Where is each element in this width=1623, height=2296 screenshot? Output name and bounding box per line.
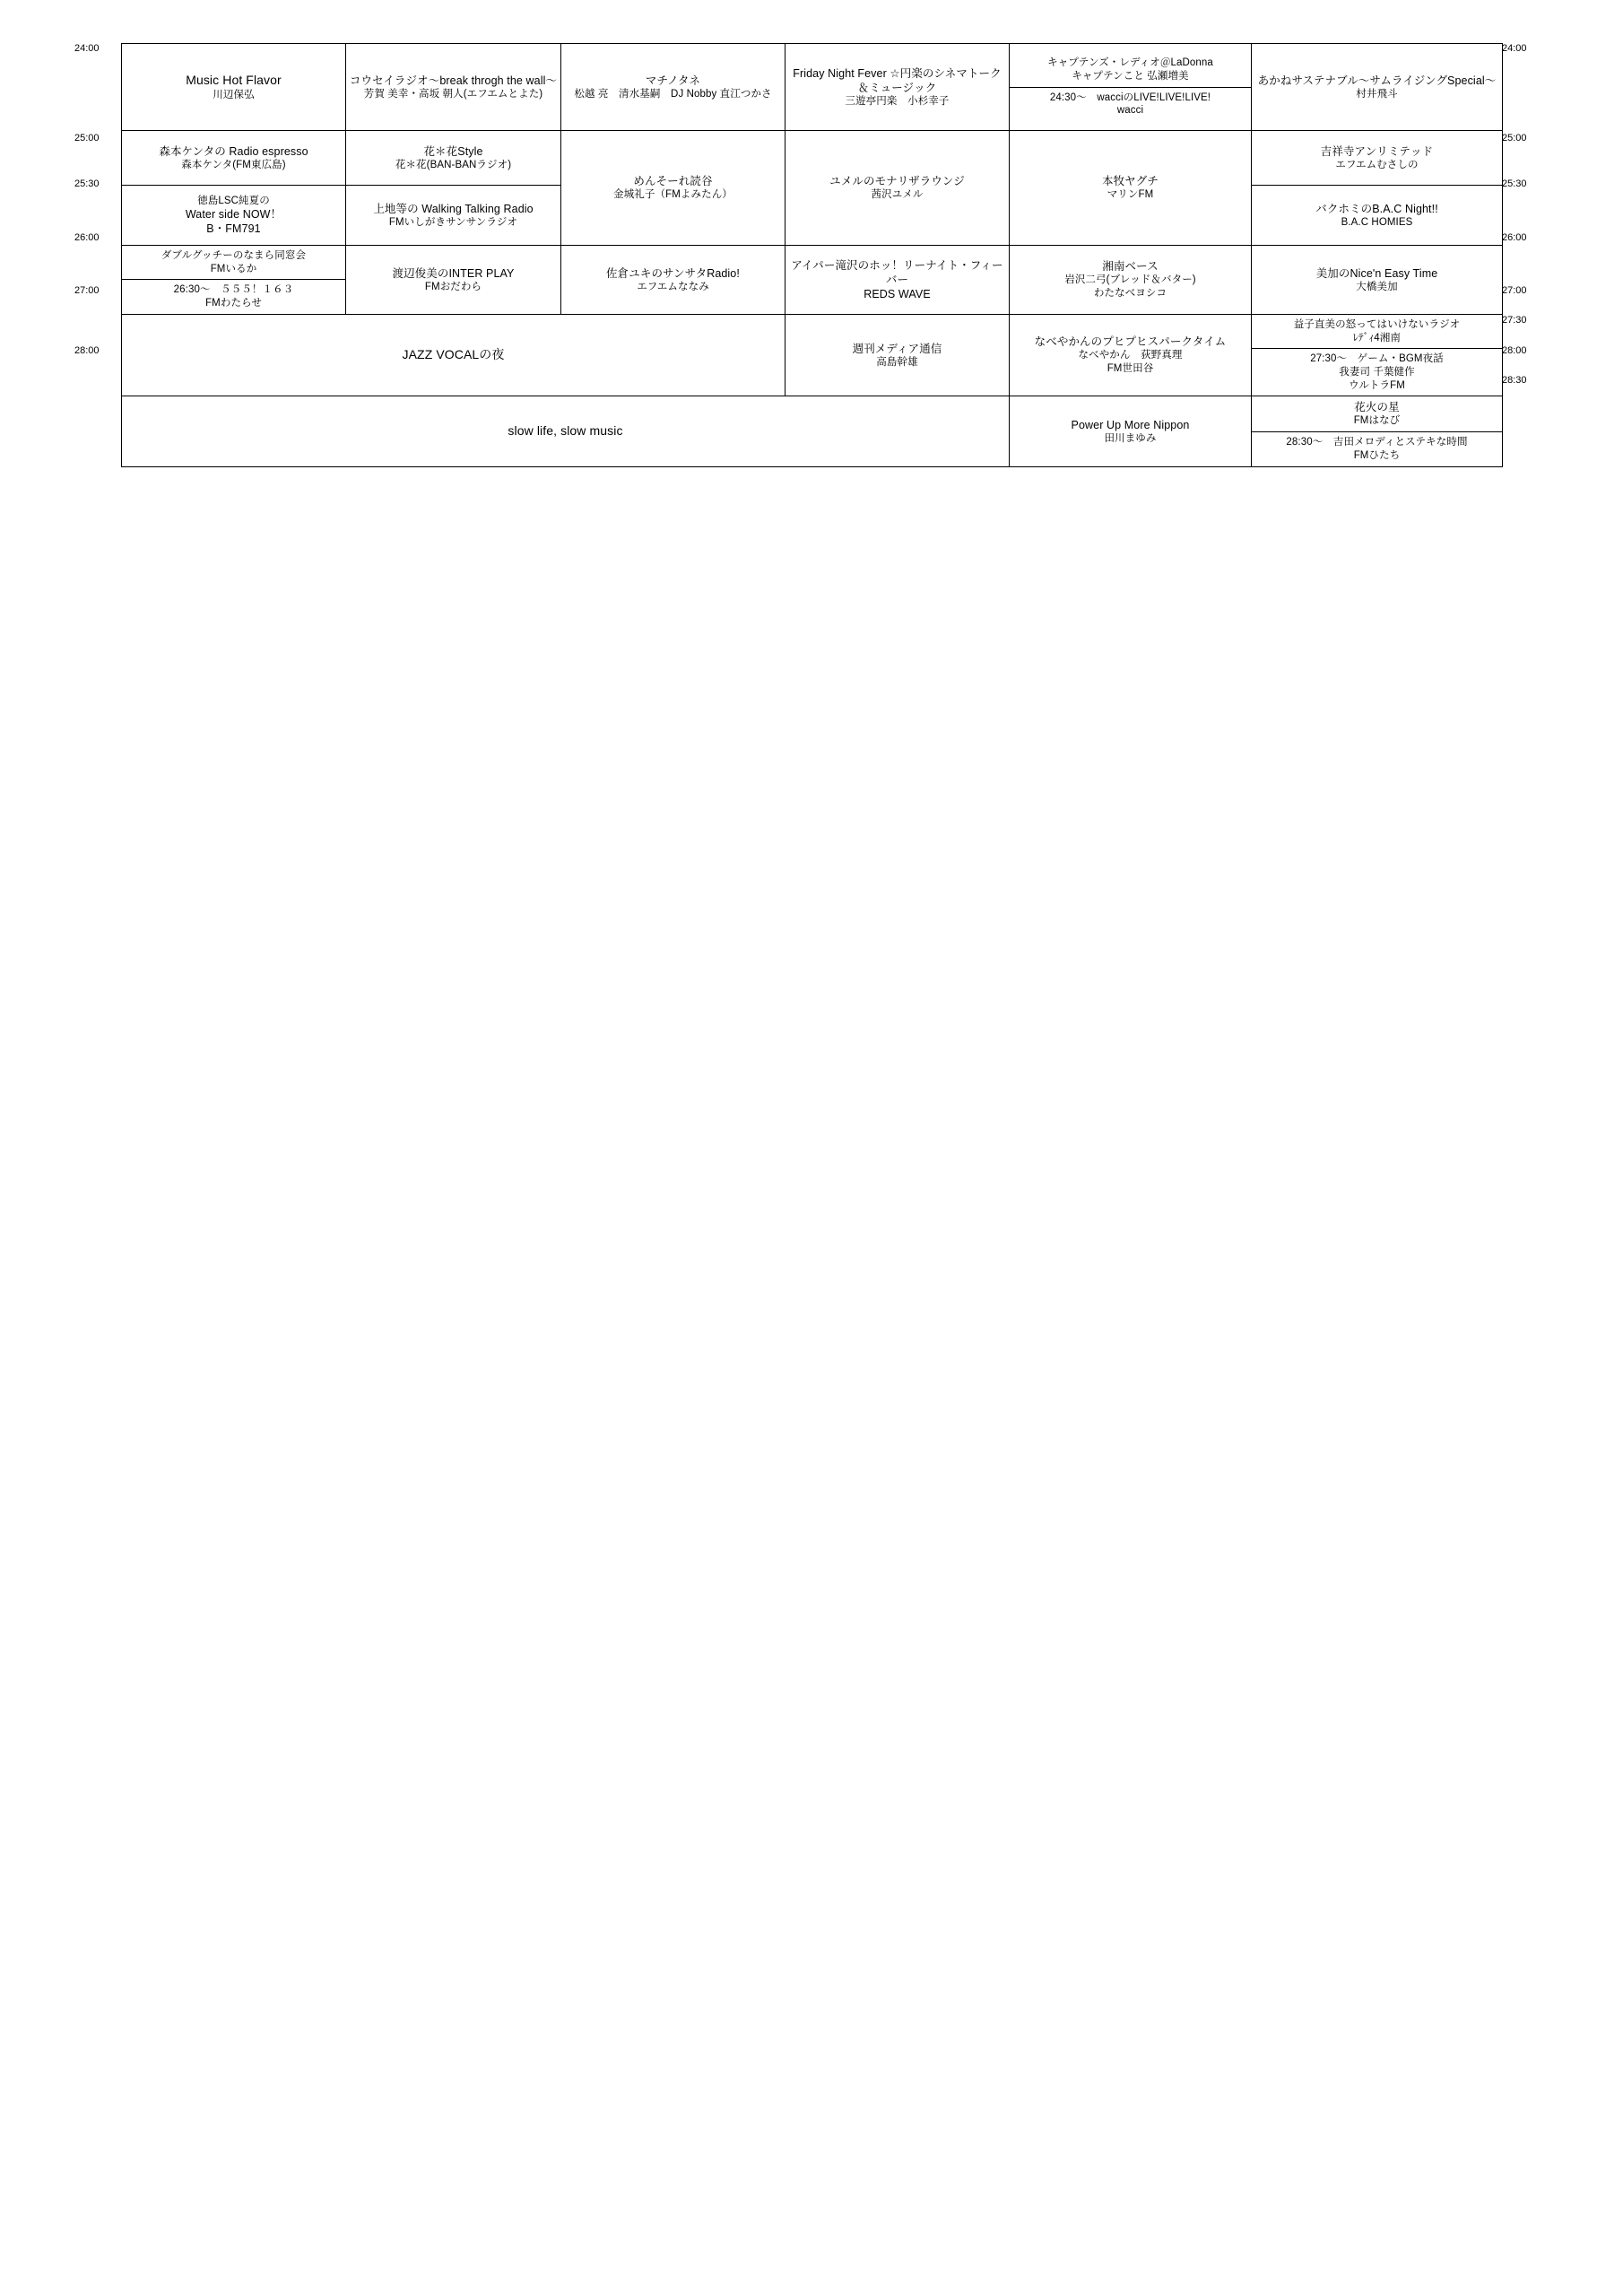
program-personality: エフエムむさしの — [1335, 159, 1419, 170]
program-personality: 村井飛斗 — [1356, 88, 1398, 100]
program-station: B・FM791 — [206, 222, 261, 236]
program-station: FMひたち — [1353, 449, 1401, 461]
program-personality: キャプテンこと 弘瀬増美 — [1072, 70, 1189, 82]
program-station: FMいるか — [210, 263, 257, 274]
program-title: 週刊メディア通信 — [852, 342, 942, 355]
cell-r2c1 — [122, 131, 346, 186]
program-title: めんそーれ読谷 — [633, 175, 713, 188]
program-title: 美加のNice'n Easy Time — [1315, 266, 1438, 280]
program-station: FMわたらせ — [205, 298, 262, 309]
cell-r6c5 — [1010, 396, 1252, 466]
time-label-left-2800: 28:00 — [74, 345, 100, 356]
program-title: slow life, slow music — [508, 423, 623, 439]
cell-r1c2 — [346, 44, 561, 131]
time-label-left-2500: 25:00 — [74, 133, 100, 144]
program-title: 渡辺俊美のINTER PLAY — [392, 266, 515, 280]
program-block-bottom — [122, 279, 345, 313]
program-block-bottom — [1252, 348, 1502, 396]
program-personality: 川辺保弘 — [213, 89, 255, 100]
program-title: アイパー滝沢のホッ！リーナイト・フィーバー — [791, 258, 1003, 286]
schedule-container — [74, 43, 1545, 461]
program-title: 徳島LSC純夏の — [197, 195, 270, 206]
cell-r4c1 — [122, 246, 346, 315]
cell-r2c5 — [1010, 131, 1252, 246]
table-row — [122, 131, 1503, 186]
cell-r2c4 — [785, 131, 1010, 246]
program-title: 佐倉ユキのサンサタRadio! — [606, 266, 740, 280]
cell-r4c5 — [1010, 246, 1252, 315]
program-personality: B.A.C HOMIES — [1341, 216, 1413, 228]
program-title: 花火の星 — [1354, 401, 1400, 414]
cell-r1c4 — [785, 44, 1010, 131]
time-label-right-2600: 26:00 — [1502, 232, 1527, 243]
program-title: Power Up More Nippon — [1071, 418, 1190, 431]
program-title-line2: Water side NOW！ — [185, 208, 282, 222]
program-station: FMいしがきサンサンラジオ — [388, 216, 518, 228]
table-row — [122, 396, 1503, 466]
program-title: 24:30～ wacciのLIVE!LIVE!LIVE! — [1049, 91, 1211, 103]
program-personality: 高島幹雄 — [876, 356, 918, 368]
program-title: 益子直美の怒ってはいけないラジオ — [1293, 318, 1461, 330]
program-title-line2: REDS WAVE — [864, 287, 931, 300]
time-label-left-2600: 26:00 — [74, 232, 100, 243]
program-title: 花＊花Style — [423, 144, 483, 158]
program-personality: 松越 亮 清水基嗣 DJ Nobby 直江つかさ — [574, 88, 772, 100]
cell-r4c2 — [346, 246, 561, 315]
program-title: マチノタネ — [645, 74, 701, 87]
cell-r4c3 — [561, 246, 785, 315]
program-title: 28:30～ 吉田メロディとステキな時間 — [1286, 437, 1468, 448]
program-title: 湘南ベース — [1102, 260, 1159, 274]
time-label-right-2500: 25:00 — [1502, 133, 1527, 144]
time-label-left-2700: 27:00 — [74, 285, 100, 296]
program-personality: 我妻司 千葉健作 — [1339, 367, 1415, 378]
cell-r6c6 — [1252, 396, 1503, 466]
program-title: コウセイラジオ～break throgh the wall～ — [349, 74, 558, 87]
time-label-right-2830: 28:30 — [1502, 375, 1527, 386]
program-title: JAZZ VOCALの夜 — [402, 347, 505, 362]
cell-r2c2 — [346, 131, 561, 186]
program-personality: 大橋美加 — [1356, 281, 1398, 292]
program-personality: 芳賀 美幸・高坂 朝人(エフエムとよた) — [363, 88, 543, 100]
cell-r5c6 — [1252, 314, 1503, 396]
program-station: ﾚﾃﾞｨ4湘南 — [1353, 332, 1401, 344]
time-label-left-2400: 24:00 — [74, 43, 100, 54]
time-label-right-2800: 28:00 — [1502, 345, 1527, 356]
cell-r1c3 — [561, 44, 785, 131]
program-personality: 森本ケンタ(FM東広島) — [181, 159, 286, 170]
cell-r3c1 — [122, 186, 346, 246]
program-station: FMはなび — [1353, 415, 1401, 427]
program-block-bottom — [1010, 87, 1251, 121]
program-personality: 茜沢ユメル — [871, 189, 924, 201]
program-personality-2: わたなべヨシコ — [1093, 287, 1167, 299]
program-title: 27:30～ ゲーム・BGM夜話 — [1310, 353, 1444, 365]
program-title: 上地等の Walking Talking Radio — [373, 202, 534, 215]
program-title: ユメルのモナリザラウンジ — [829, 175, 965, 188]
cell-r1c6 — [1252, 44, 1503, 131]
program-station: FM世田谷 — [1107, 363, 1154, 375]
program-personality: 岩沢二弓(ブレッド＆バター) — [1064, 274, 1196, 286]
program-title: キャプテンズ・レディオ＠LaDonna — [1047, 57, 1213, 69]
program-block-top — [1010, 53, 1251, 86]
program-title: ダブルグッチーのなまら同窓会 — [161, 250, 307, 261]
program-personality: 三遊亭円楽 小杉幸子 — [845, 95, 950, 107]
program-block-top — [1252, 315, 1502, 348]
program-personality: wacci — [1116, 105, 1144, 117]
program-station: ウルトラFM — [1349, 379, 1405, 391]
cell-r2c6 — [1252, 131, 1503, 186]
time-label-left-2530: 25:30 — [74, 178, 100, 189]
program-station: FMおだわら — [424, 281, 482, 292]
program-title: なべやかんのプヒプヒスパークタイム — [1034, 335, 1227, 349]
schedule-table — [121, 43, 1503, 467]
cell-r1c5 — [1010, 44, 1252, 131]
cell-r6c1 — [122, 396, 1010, 466]
program-personality: なべやかん 荻野真理 — [1078, 350, 1183, 361]
table-row — [122, 246, 1503, 315]
time-label-right-2530: 25:30 — [1502, 178, 1527, 189]
cell-r5c5 — [1010, 314, 1252, 396]
program-title: バクホミのB.A.C Night!! — [1315, 202, 1438, 215]
time-label-right-2400: 24:00 — [1502, 43, 1527, 54]
table-row — [122, 314, 1503, 396]
program-personality: 田川まゆみ — [1104, 432, 1157, 444]
program-title: Music Hot Flavor — [186, 72, 282, 87]
cell-r3c2 — [346, 186, 561, 246]
cell-r3c6 — [1252, 186, 1503, 246]
program-personality: 花＊花(BAN-BANラジオ) — [395, 159, 512, 170]
cell-r5c4 — [785, 314, 1010, 396]
program-title: あかねサステナブル～サムライジングSpecial～ — [1257, 74, 1497, 87]
program-title: 26:30～ ５５５！１６３ — [173, 284, 294, 296]
program-station: エフエムななみ — [637, 281, 709, 292]
cell-r4c4 — [785, 246, 1010, 315]
program-title: 吉祥寺アンリミテッド — [1320, 144, 1434, 158]
program-title: 本牧ヤグチ — [1101, 175, 1159, 188]
cell-r1c1 — [122, 44, 346, 131]
program-title: Friday Night Fever ☆円楽のシネマトーク＆ミュージック — [793, 66, 1002, 94]
table-row — [122, 44, 1503, 131]
program-block-bottom — [1252, 431, 1502, 465]
time-label-right-2700: 27:00 — [1502, 285, 1527, 296]
cell-r4c6 — [1252, 246, 1503, 315]
cell-r2c3 — [561, 131, 785, 246]
program-block-top — [1252, 396, 1502, 431]
time-label-right-2730: 27:30 — [1502, 315, 1527, 326]
program-block-top — [122, 246, 345, 279]
program-personality: 金城礼子（FMよみたん） — [613, 189, 733, 201]
program-title: 森本ケンタの Radio espresso — [159, 144, 308, 158]
cell-r5c1 — [122, 314, 785, 396]
program-personality: マリンFM — [1107, 189, 1154, 201]
